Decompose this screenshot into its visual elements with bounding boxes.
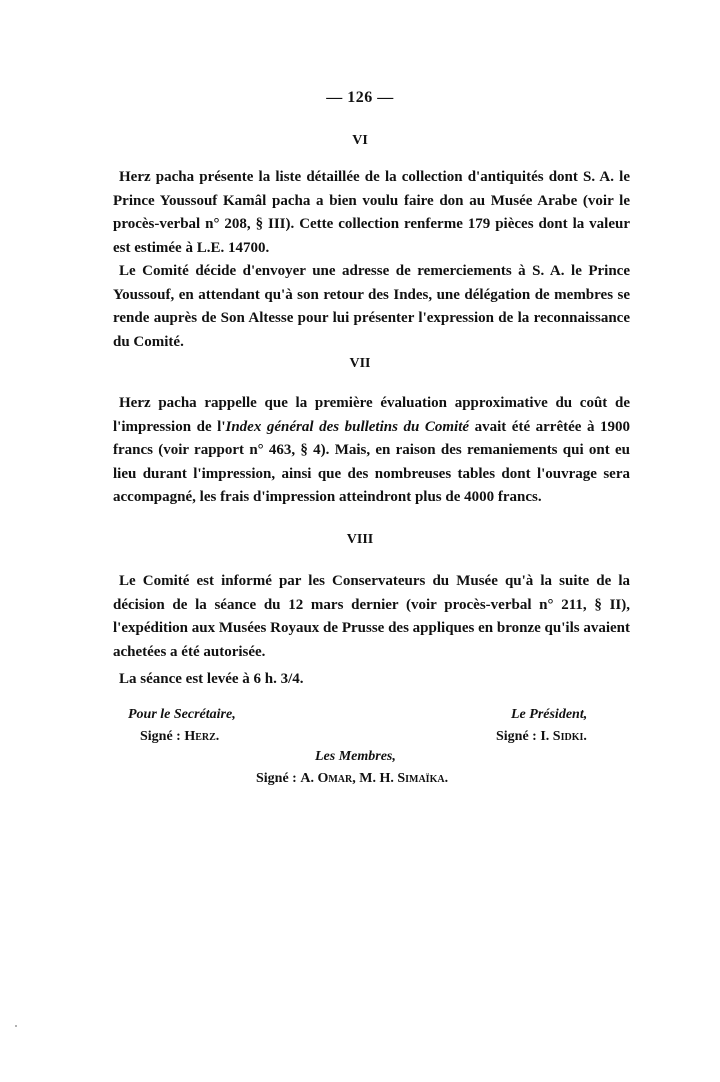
president-signe-label: Signé :: [496, 729, 541, 744]
members-signe-label: Signé :: [256, 771, 301, 786]
members-role: Les Membres,: [315, 749, 396, 764]
paragraph-viii-2: La séance est levée à 6 h. 3/4.: [119, 671, 304, 687]
section-heading-viii: VIII: [346, 532, 374, 547]
paragraph-vii-after: avait été arrêtée à 1900 francs (voir rapport n° 463, § 4). Mais, en raison des remaniements qui ont eu lieu durant l'impression, ainsi que des nombreuses tables dont l'ouvrage sera accompagné, les frais d'impression atteindront plus de 4000 francs.: [113, 418, 630, 505]
paragraph-vi-2: Le Comité décide d'envoyer une adresse de remerciements à S. A. le Prince Youssouf, en attendant qu'à son retour des Indes, une délégation de membres se rende auprès de Son Altesse pour lui présenter l'expression de la reconnaissance du Comité.: [113, 263, 630, 350]
president-role: Le Président,: [511, 707, 588, 722]
page-number: — 126 —: [326, 89, 394, 106]
signature-secretary: [128, 704, 236, 748]
paragraph-vii: [113, 392, 630, 510]
secretary-role: Pour le Secrétaire,: [128, 707, 236, 722]
paragraph-vi-1: Herz pacha présente la liste détaillée de la collection d'antiquités dont S. A. le Prince Youssouf Kamâl pacha a bien voulu faire don au Musée Arabe (voir le procès-verbal n° 208, § III). Cette collection renferme 179 pièces dont la valeur est estimée à L.E. 14700.: [113, 169, 630, 256]
members-separator: , M. H.: [352, 771, 398, 786]
scan-speck: [15, 1025, 17, 1027]
paragraph-vii-before: Herz pacha rappelle que la première évaluation approximative du coût de l'impression de l': [113, 395, 630, 435]
secretary-name: Herz.: [184, 729, 220, 744]
signature-members: [256, 746, 448, 790]
signature-president: [496, 704, 588, 748]
section-heading-vii: VII: [349, 356, 371, 371]
members-name-simaika: Simaïka.: [397, 771, 449, 786]
secretary-signe-label: Signé :: [140, 729, 185, 744]
paragraph-viii-1: Le Comité est informé par les Conservateurs du Musée qu'à la suite de la décision de la séance du 12 mars dernier (voir procès-verbal n° 211, § II), l'expédition aux Musées Royaux de Prusse des appliques en bronze qu'ils avaient achetées a été autorisée.: [113, 573, 630, 660]
members-name-omar: A. Omar: [300, 771, 353, 786]
president-name: I. Sidki.: [540, 729, 587, 744]
index-title-italic: Index général des bulletins du Comité: [225, 418, 470, 435]
section-heading-vi: VI: [352, 133, 368, 148]
